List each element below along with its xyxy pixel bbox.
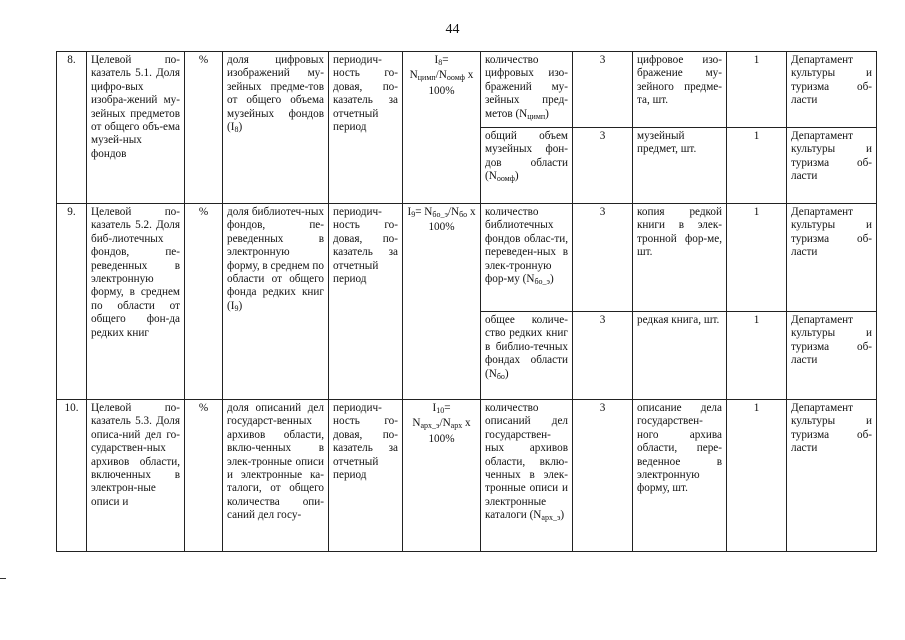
basic-indicator-text: количество описаний дел государствен-ных архивов области, вклю-ченных в элек-тронные описи и электронные каталоги (N (485, 402, 568, 522)
formula-rest2: /N (439, 417, 451, 430)
formula-cell (403, 400, 481, 552)
definition-end: ) (238, 121, 243, 134)
table-row (57, 400, 877, 552)
source-cell (573, 128, 633, 204)
unit-cell (185, 52, 223, 204)
value-cell (727, 312, 787, 400)
indicator-name (87, 400, 185, 552)
period-text: периодич-ность го-довая, по-казатель за отчетный период (333, 54, 398, 134)
indicator-name (87, 204, 185, 400)
source-text: 3 (599, 314, 606, 326)
period-cell (329, 52, 403, 204)
basic-indicator-text: общее количе-ство редких книг в библио-течных фондах области (N (485, 314, 568, 380)
responsible-cell (787, 128, 877, 204)
period-cell (329, 400, 403, 552)
unit-text: % (198, 54, 209, 66)
basic-indicator-sub: арх_э (541, 513, 561, 523)
definition-text: доля библиотеч-ных фондов, пе-реведенных в электронную форму, в среднем по области от общего фонда редких книг (I (227, 206, 324, 312)
definition-cell (223, 400, 329, 552)
responsible-text: Департамент культуры и туризма об-ласти (791, 54, 872, 107)
source-text: 3 (599, 206, 606, 218)
value-text: 1 (753, 54, 760, 66)
row-number-text: 9. (67, 206, 76, 218)
definition-cell (223, 52, 329, 204)
formula-cell (403, 204, 481, 400)
formula-rest3: x 100% (428, 69, 474, 97)
object-text: музейный предмет, шт. (637, 130, 697, 156)
period-text: периодич-ность го-довая, по-казатель за отчетный период (333, 402, 398, 482)
indicator-name (87, 52, 185, 204)
formula-sub3: бо (459, 210, 468, 219)
formula-sub: 9 (411, 210, 416, 219)
definition-sub: 8 (234, 125, 239, 135)
unit-text: % (198, 206, 209, 218)
source-cell (573, 204, 633, 312)
definition-cell (223, 204, 329, 400)
value-cell (727, 400, 787, 552)
row-number-text: 8. (67, 54, 76, 66)
indicator-text: Целевой по-казатель 5.1. Доля цифро-вых изобра-жений му-зейных предметов от общего объ-ема музей-ных фондов (91, 54, 180, 160)
object-cell (633, 128, 727, 204)
indicator-text: Целевой по-казатель 5.3. Доля описа-ний дел го-сударствен-ных архивов области, включенных в электрон-ные описи и (91, 402, 180, 508)
formula-sub2: арх_э (420, 421, 440, 431)
source-cell (573, 52, 633, 128)
formula-text: I (432, 402, 437, 414)
responsible-text: Департамент культуры и туризма об-ласти (791, 402, 872, 455)
object-text: цифровое изо-бражение му-зейного предме-та, шт. (637, 54, 722, 107)
formula-rest: = N (412, 402, 451, 430)
value-cell (727, 128, 787, 204)
basic-indicator-end: ) (504, 367, 509, 380)
value-cell (727, 52, 787, 128)
value-text: 1 (753, 130, 760, 142)
value-text: 1 (753, 206, 760, 218)
formula-rest3: x 100% (428, 417, 471, 445)
responsible-cell (787, 52, 877, 128)
object-cell (633, 204, 727, 312)
basic-indicator-sub: бо_э (534, 277, 550, 287)
formula-sub3: арх (450, 421, 463, 431)
object-text: копия редкой книги в элек-тронной фор-ме, шт. (637, 206, 722, 259)
source-cell (573, 312, 633, 400)
basic-indicator-end: ) (549, 273, 554, 286)
basic-indicator-text: количество библиотечных фондов облас-ти, переведен-ных в элек-тронную фор-му (N (485, 206, 568, 286)
basic-indicator-cell (481, 52, 573, 128)
formula-sub: 8 (438, 58, 443, 67)
object-text: описание дела государствен-ного архива области, пере-веденное в электронную форму, шт. (637, 402, 722, 495)
basic-indicator-cell (481, 312, 573, 400)
period-text: периодич-ность го-довая, по-казатель за отчетный период (333, 206, 398, 286)
formula-rest3: x 100% (428, 206, 476, 234)
indicator-text: Целевой по-казатель 5.2. Доля биб-лиотечных фондов, пе-реведенных в электронную форму, в среднем по области от общего фон-да редких книг (91, 206, 180, 339)
table-row (57, 204, 877, 312)
responsible-cell (787, 204, 877, 312)
responsible-text: Департамент культуры и туризма об-ласти (791, 130, 872, 183)
indicators-table (56, 51, 877, 552)
unit-text: % (198, 402, 209, 414)
formula-text: I (407, 206, 412, 218)
page-number: 44 (445, 22, 460, 37)
definition-text: доля цифровых изображений му-зейных предме-тов от общего объема музейных фондов (I (227, 54, 324, 134)
basic-indicator-sub: цимп (527, 111, 546, 121)
formula-rest: = N (409, 54, 449, 82)
formula-rest: = N (415, 206, 433, 218)
formula-rest2: /N (447, 206, 460, 218)
source-text: 3 (599, 130, 606, 142)
basic-indicator-end: ) (560, 509, 565, 522)
source-text: 3 (599, 54, 606, 66)
basic-indicator-sub: оомф (496, 174, 515, 184)
formula-sub2: бо_э (432, 210, 448, 219)
responsible-text: Департамент культуры и туризма об-ласти (791, 206, 872, 259)
object-cell (633, 400, 727, 552)
basic-indicator-cell (481, 128, 573, 204)
basic-indicator-text: количество цифровых изо-бражений му-зейных пред-метов (N (485, 54, 568, 120)
formula-text: I (434, 54, 439, 66)
row-number-text: 10. (64, 402, 79, 414)
formula-sub: 10 (436, 406, 445, 415)
formula-rest2: /N (435, 69, 447, 82)
margin-mark (0, 578, 6, 579)
basic-indicator-end: ) (514, 170, 519, 183)
responsible-text: Департамент культуры и туризма об-ласти (791, 314, 872, 367)
basic-indicator-end: ) (545, 107, 549, 120)
formula-sub3: оомф (446, 73, 465, 83)
row-number (57, 204, 87, 400)
row-number (57, 400, 87, 552)
basic-indicator-sub: бо (496, 371, 505, 381)
source-text: 3 (599, 402, 606, 414)
row-number (57, 52, 87, 204)
object-cell (633, 52, 727, 128)
formula-cell (403, 52, 481, 204)
responsible-cell (787, 400, 877, 552)
responsible-cell (787, 312, 877, 400)
unit-cell (185, 204, 223, 400)
definition-sub: 9 (234, 303, 239, 313)
value-cell (727, 204, 787, 312)
source-cell (573, 400, 633, 552)
definition-text: доля описаний дел государст-венных архивов области, вклю-ченных в элек-тронные описи и электронные ка-талоги, от общего количества опи-саний дел госу- (227, 402, 324, 522)
definition-end: ) (238, 299, 243, 312)
table-row (57, 52, 877, 128)
basic-indicator-cell (481, 400, 573, 552)
basic-indicator-text: общий объем музейных фон-дов области (N (485, 130, 568, 183)
object-cell (633, 312, 727, 400)
value-text: 1 (753, 402, 760, 414)
basic-indicator-cell (481, 204, 573, 312)
period-cell (329, 204, 403, 400)
formula-sub2: цимп (417, 73, 436, 83)
object-text: редкая книга, шт. (637, 314, 720, 326)
unit-cell (185, 400, 223, 552)
value-text: 1 (753, 314, 760, 326)
